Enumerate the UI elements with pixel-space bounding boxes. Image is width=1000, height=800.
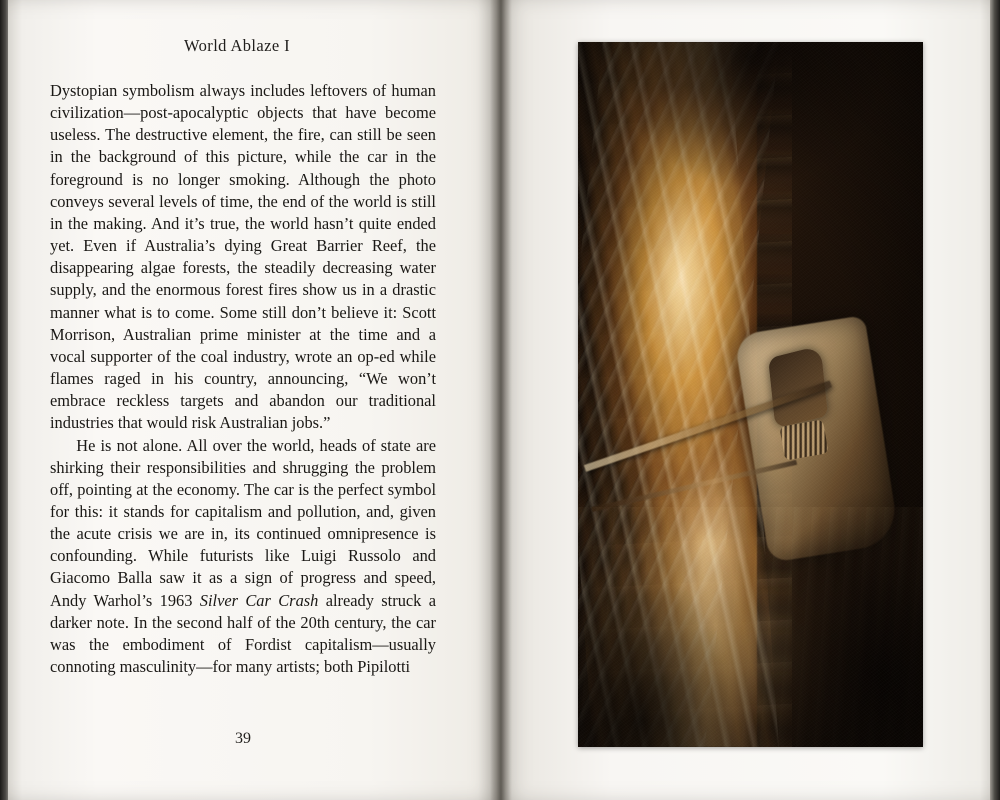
body-text-column: [50, 80, 436, 678]
running-head: World Ablaze I: [184, 36, 290, 55]
left-page: [8, 0, 500, 800]
right-book-edge: [990, 0, 1000, 800]
plate-grain: [578, 42, 923, 747]
paragraph-1: Dystopian symbolism always includes leftovers of human civilization—post-apocalyptic objects that have become useless. The destructive element, the fire, can still be seen in the background of this picture, while the car in the foreground is no longer smoking. Although the photo conveys several levels of time, the end of the world is still in the making. And it’s true, the world hasn’t quite ended yet. Even if Australia’s dying Great Barrier Reef, the disappearing algae forests, the steadily decreasing water supply, and the enormous forest fires show us in a drastic manner what is to come. Some still don’t believe it: Scott Morrison, Australian prime minister at the time and a vocal supporter of the coal industry, wrote an op-ed while flames raged in his country, announcing, “We won’t embrace reckless targets and abandon our traditional industries that would risk Australian jobs.”: [50, 81, 436, 433]
paragraph-2: He is not alone. All over the world, heads of state are shirking their responsibilities and shrugging the problem off, pointing at the economy. The car is the perfect symbol for this: it stands for capitalism and pollution, and, given the acute crisis we are in, its continued omnipresence is confounding. While futurists like Luigi Russolo and Giacomo Balla saw it as a sign of progress and speed, Andy Warhol’s 1963 Silver Car Crash already struck a darker note. In the second half of the 20th century, the car was the embodiment of Fordist capitalism—usually connoting masculinity—for many artists; both Pipilotti: [50, 435, 437, 677]
burning-car-wreck-photograph: [578, 42, 923, 747]
page-number: 39: [235, 730, 251, 747]
right-page: [500, 0, 992, 800]
